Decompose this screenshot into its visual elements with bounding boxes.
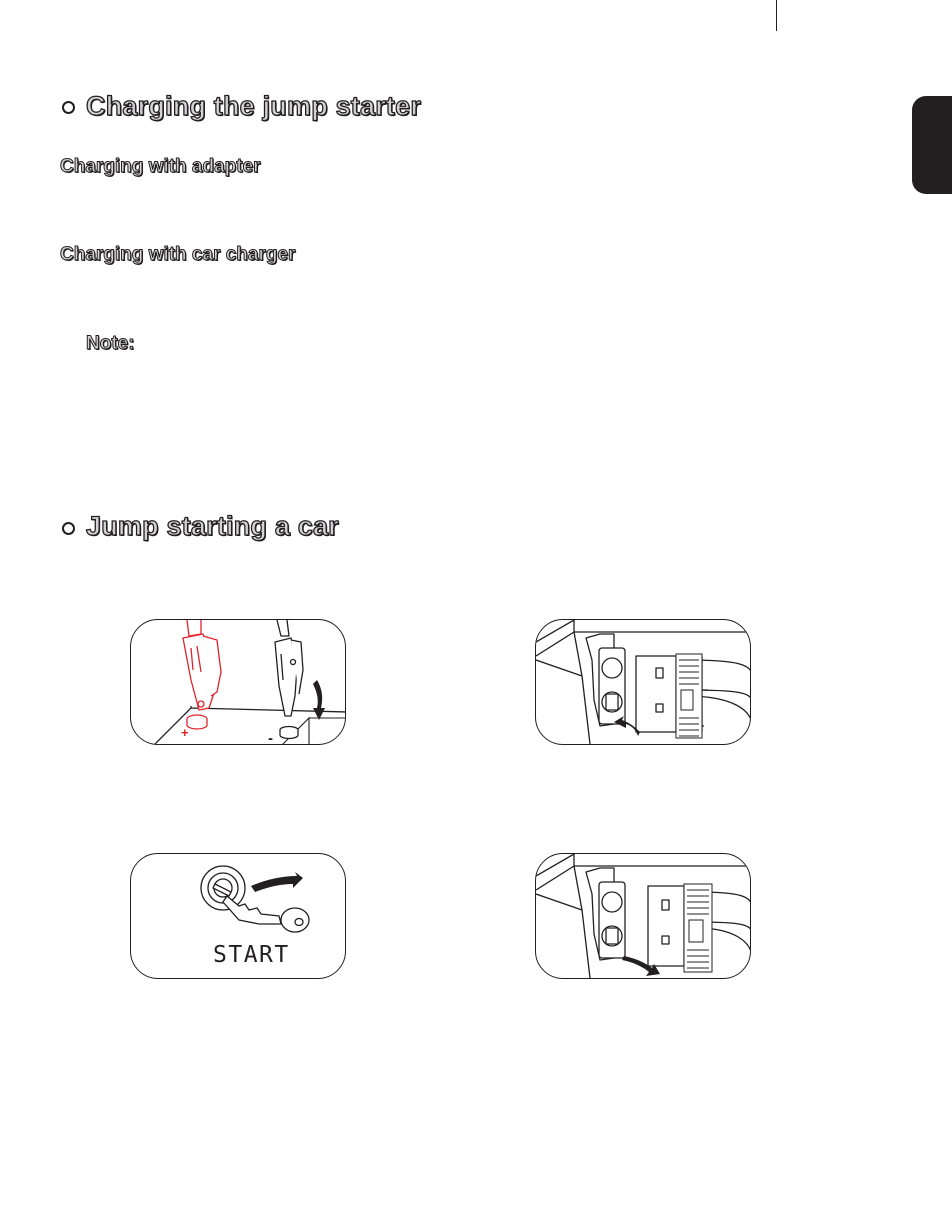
cable-connector-icon [676,654,702,738]
black-clamp-icon [275,620,303,716]
illustration-unplug-cable [535,853,751,979]
ignition-drawing [131,854,346,979]
cable-connector-icon [684,884,712,972]
ignition-lock-icon [201,866,245,910]
turn-arrow-icon [251,872,303,892]
language-tab [912,96,952,194]
plug-in-drawing [536,620,751,745]
illustration-plug-in-cable [535,619,751,745]
clamps-battery-drawing [131,620,346,745]
section-title-jump-start: Jump starting a car [86,511,339,541]
positive-sign: + [181,725,189,740]
illustration-turn-ignition [130,853,346,979]
negative-sign: - [268,730,273,745]
unplug-drawing [536,854,751,979]
section-bullet-icon [62,522,75,535]
crop-mark-line [776,0,777,31]
subheading-charging-car-charger: Charging with car charger [60,244,296,265]
note-label: Note: [86,333,135,354]
illustration-connect-clamps [130,619,346,745]
subheading-charging-adapter: Charging with adapter [60,156,261,177]
red-clamp-icon [183,620,221,710]
section-title-charging: Charging the jump starter [86,91,422,121]
start-label: START [213,942,290,968]
down-arrow-icon [313,680,325,720]
section-bullet-icon [62,101,75,114]
